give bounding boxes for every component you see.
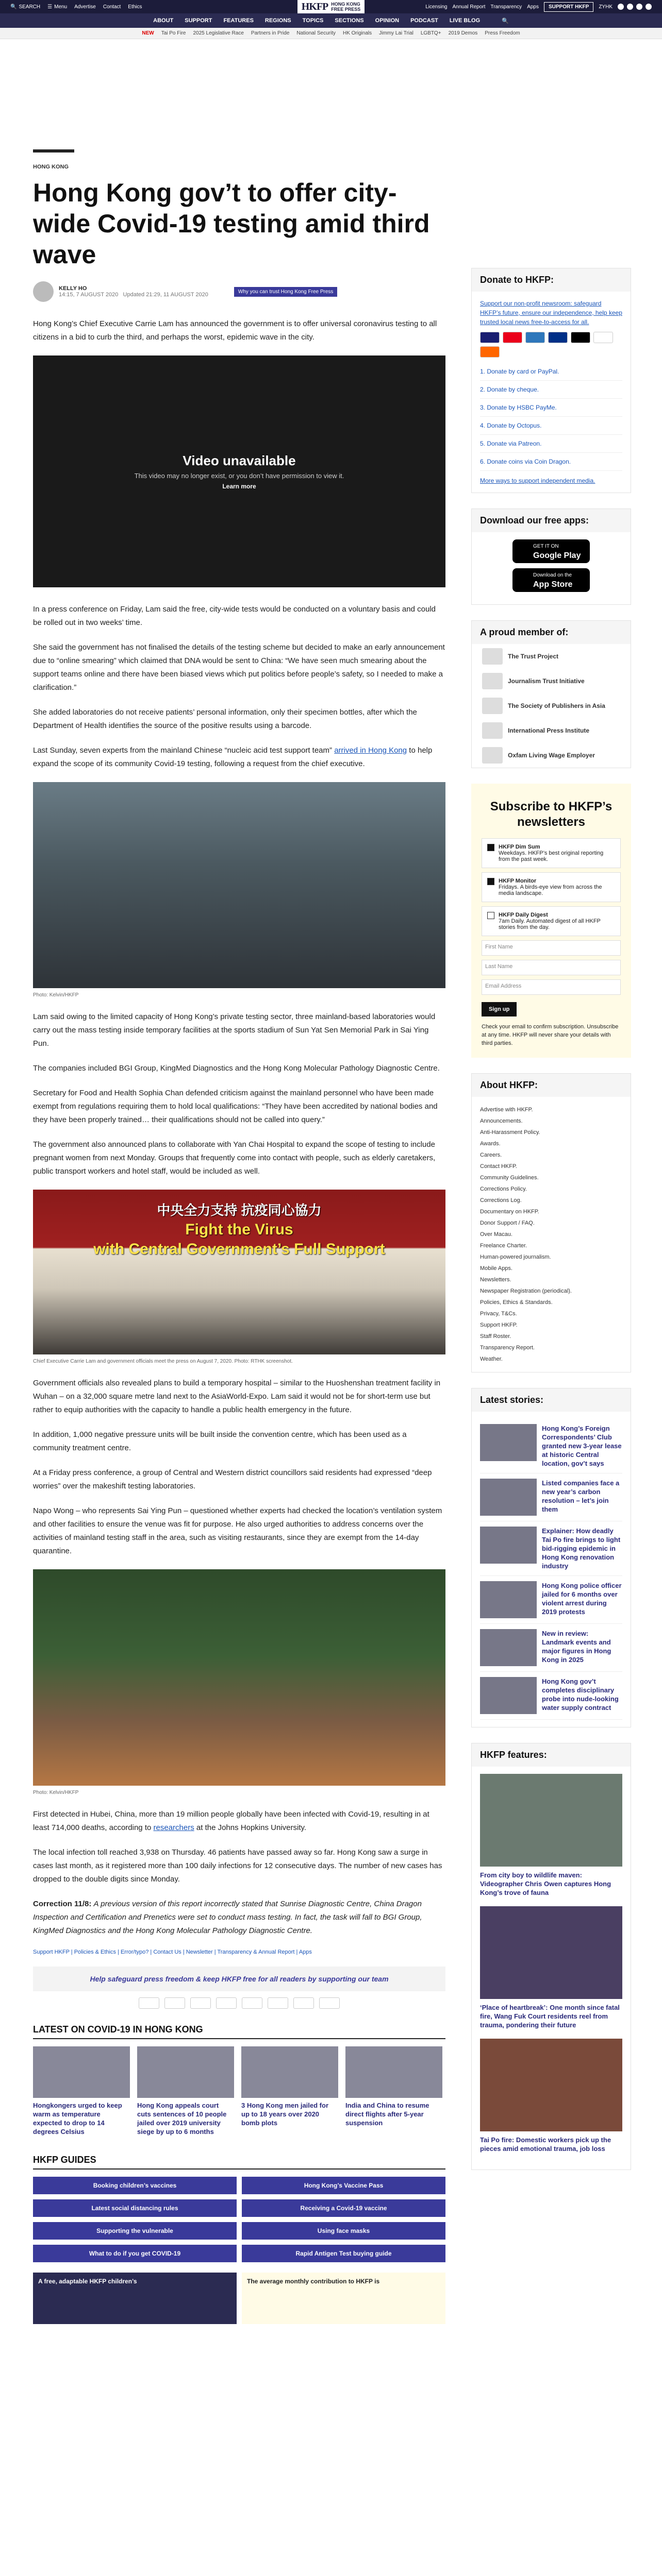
video-embed[interactable] — [33, 355, 445, 587]
paragraph: First detected in Hubei, China, more than 19 million people globally have been infected with Covid-19, resulting in at least 714,000 deaths, according to researchers at the Johns Hopkins University. — [33, 1810, 429, 1832]
first-name-field[interactable]: First Name — [482, 940, 621, 956]
article — [33, 149, 445, 2324]
trending-item[interactable]: National Security — [296, 30, 336, 36]
trust-project-icon — [482, 648, 503, 665]
nav-features[interactable]: FEATURES — [223, 18, 254, 24]
story-thumbnail — [480, 1677, 537, 1714]
list-item[interactable]: Documentary on HKFP. — [480, 1209, 539, 1215]
menu-link[interactable]: ☰ Menu — [47, 4, 68, 10]
list-item[interactable]: 2. Donate by cheque. — [480, 381, 622, 399]
list-item[interactable]: Mobile Apps. — [480, 1265, 512, 1272]
article-title: Hong Kong gov’t to offer city-wide Covid-19 testing amid third wave — [33, 178, 430, 269]
feature-item[interactable]: ‘Place of heartbreak’: One month since fatal fire, Wang Fuk Court residents reel from trauma, pondering their future — [480, 1906, 622, 2029]
trending-item[interactable]: Partners in Pride — [251, 30, 290, 36]
photo-credit: Photo: Kelvin/HKFP — [33, 992, 79, 998]
guide-button[interactable]: Hong Kong’s Vaccine Pass — [242, 2177, 445, 2194]
guide-button[interactable]: Booking children’s vaccines — [33, 2177, 237, 2194]
list-item[interactable]: 1. Donate by card or PayPal. — [480, 363, 622, 381]
list-item[interactable]: Newsletters. — [480, 1277, 511, 1283]
donate-box — [471, 268, 631, 493]
author-avatar — [33, 281, 54, 302]
byline — [33, 281, 445, 302]
checkbox[interactable] — [487, 844, 494, 851]
bottom-cards — [33, 2273, 445, 2324]
checkbox[interactable] — [487, 912, 494, 919]
top-link-ethics[interactable]: Ethics — [128, 4, 142, 10]
list-item[interactable]: Staff Roster. — [480, 1333, 511, 1340]
correction-note: Correction 11/8: A previous version of this report incorrectly stated that Sunrise Diagnostic Centre, China Dragon Inspection and Certification and Prenetics were set to conduct mass testing. In fact, the task will fall to BGI Group, KingMed Diagnostics and the Hong Kong Molecular Pathology Diagnostic Centre. — [33, 1900, 422, 1935]
paragraph: She added laboratories do not receive patients’ personal information, only their specimen bottles, after which the Department of Health identifies the source of the positive results using a barcode. — [33, 708, 417, 730]
last-name-field[interactable]: Last Name — [482, 960, 621, 975]
apps-title: Download our free apps: — [472, 509, 631, 532]
guide-button[interactable]: What to do if you get COVID-19 — [33, 2245, 237, 2262]
email-field[interactable]: Email Address — [482, 979, 621, 995]
list-item[interactable]: Policies, Ethics & Standards. — [480, 1299, 553, 1306]
features-title: HKFP features: — [472, 1743, 631, 1767]
press-conference-photo — [33, 1190, 445, 1354]
visa-icon[interactable] — [139, 1997, 159, 2009]
list-item[interactable]: Community Guidelines. — [480, 1175, 539, 1181]
social-icons — [618, 4, 652, 10]
donate-more-link[interactable]: More ways to support independent media. — [480, 477, 595, 484]
apple-pay-icon — [571, 332, 590, 343]
trending-nav — [0, 28, 662, 39]
trending-item[interactable]: Tai Po Fire — [161, 30, 186, 36]
feature-item[interactable]: Tai Po fire: Domestic workers pick up the pieces amid emotional trauma, job loss — [480, 2039, 622, 2153]
paypal-icon — [548, 332, 568, 343]
story-thumbnail — [345, 2046, 442, 2098]
feature-image — [480, 1774, 622, 1867]
playground-photo — [33, 1569, 445, 1786]
paragraph: The government also announced plans to collaborate with Yan Chai Hospital to expand the scope of testing to include pregnant women from next Monday. Groups that frequently come into contact with people, such as elderly caretakers, public transport workers and hotel staff, would be included as well. — [33, 1140, 436, 1176]
list-item[interactable]: Hong Kong’s Foreign Correspondents’ Club granted new 3-year lease at historic Central location, gov’t says — [480, 1419, 622, 1473]
newsletter-title: Subscribe to HKFP’s newsletters — [490, 800, 613, 829]
list-item[interactable]: Contact HKFP. — [480, 1163, 517, 1170]
story-thumbnail — [480, 1629, 537, 1666]
list-item[interactable]: 6. Donate coins via Coin Dragon. — [480, 453, 622, 471]
video-subtitle: This video may no longer exist, or you don’t have permission to view it. — [134, 472, 344, 480]
member-logo[interactable]: The Trust Project — [472, 644, 631, 669]
support-hkfp-button[interactable]: SUPPORT HKFP — [544, 2, 593, 12]
list-item[interactable]: Anti-Harassment Policy. — [480, 1129, 540, 1136]
nav-opinion[interactable]: OPINION — [375, 18, 400, 24]
list-item[interactable]: Listed companies face a new year’s carbon resolution – let’s join them — [480, 1473, 622, 1521]
newsletter-option[interactable]: HKFP Daily Digest 7am Daily. Automated digest of all HKFP stories from the day. — [482, 906, 621, 936]
story-thumbnail — [480, 1479, 537, 1516]
sopa-icon — [482, 698, 503, 714]
nav-sections[interactable]: SECTIONS — [335, 18, 364, 24]
member-logo[interactable]: International Press Institute — [472, 718, 631, 743]
top-link-transparency[interactable]: Transparency — [490, 4, 522, 10]
members-title: A proud member of: — [472, 621, 631, 644]
list-item[interactable]: Over Macau. — [480, 1231, 512, 1238]
app-store-button[interactable]: Download on the App Store — [512, 568, 590, 592]
story-thumbnail — [480, 1424, 537, 1461]
testing-site-photo — [33, 782, 445, 988]
photo-caption: Chief Executive Carrie Lam and government officials meet the press on August 7, 2020. Photo: RTHK screenshot. — [33, 1359, 293, 1364]
paragraph: Napo Wong – who represents Sai Ying Pun – questioned whether experts had checked the location’s ventilation system and other facilities to ensure the venue was fit for purpose. He also urged authorities to address concerns over the activities of mainland testing staff in the area, such as visiting restaurants, since they are exempt from the 14-day quarantine. — [33, 1506, 442, 1555]
about-title: About HKFP: — [472, 1074, 631, 1097]
list-item[interactable]: Privacy, T&Cs. — [480, 1311, 517, 1317]
list-item[interactable]: Hong Kong gov’t completes disciplinary probe into nude-looking water supply contract — [480, 1672, 622, 1720]
apps-box — [471, 509, 631, 605]
youtube-icon[interactable] — [646, 4, 652, 10]
latest-stories-box — [471, 1388, 631, 1727]
guide-button[interactable]: Supporting the vulnerable — [33, 2222, 237, 2240]
google-play-button[interactable]: GET IT ON Google Play — [512, 539, 590, 563]
top-link-licensing[interactable]: Licensing — [425, 4, 448, 10]
story-thumbnail — [33, 2046, 130, 2098]
site-logo[interactable]: HKFP HONG KONG FREE PRESS — [297, 0, 365, 13]
newsletter-option[interactable]: HKFP Monitor Fridays. A birds-eye view from across the media landscape. — [482, 872, 621, 902]
paragraph: In addition, 1,000 negative pressure units will be built inside the convention centre, which has been used as a community treatment centre. — [33, 1430, 407, 1452]
title-rule — [33, 149, 74, 152]
top-link-apps[interactable]: Apps — [527, 4, 539, 10]
paragraph: In a press conference on Friday, Lam said the free, city-wide tests would be conducted on a voluntary basis and could be rolled out in two weeks’ time. — [33, 605, 436, 627]
paragraph: Government officials also revealed plans to build a temporary hospital – similar to the Huoshenshan treatment facility in Wuhan – on a 32,000 square metre land next to the AsiaWorld-Expo. Lam said it would not be for short-term use but rather to equip authorities with the capacity to handle a public health emergency in the future. — [33, 1379, 441, 1414]
story-thumbnail — [137, 2046, 234, 2098]
paragraph: At a Friday press conference, a group of Central and Western district councillors said residents had expressed “deep worries” over the makeshift testing laboratories. — [33, 1468, 432, 1490]
article-footer-links[interactable]: Support HKFP | Policies & Ethics | Error/typo? | Contact Us | Newsletter | Transparency & Annual Report | Apps — [33, 1949, 312, 1955]
publish-date: 14:15, 7 AUGUST 2020 — [59, 292, 119, 298]
sidebar — [471, 149, 631, 2185]
paragraph: Last Sunday, seven experts from the mainland Chinese “nucleic acid test support team” arrived in Hong Kong to help expand the scope of its community Covid-19 testing, following a request from the chief executive. — [33, 746, 433, 768]
list-item[interactable]: Hong Kong appeals court cuts sentences of 10 people jailed over 2019 university siege by up to 6 months — [137, 2046, 234, 2136]
jti-icon — [482, 673, 503, 689]
donate-intro[interactable]: Support our non-profit newsroom: safeguard HKFP’s future, ensure our independence, help keep trusted local news free-to-access for all. — [480, 300, 622, 326]
amex-icon — [525, 332, 545, 343]
article-category[interactable]: HONG KONG — [33, 164, 69, 170]
list-item[interactable]: Corrections Log. — [480, 1197, 522, 1204]
latest-covid-grid — [33, 2046, 445, 2136]
list-item[interactable]: New in review: Landmark events and major figures in Hong Kong in 2025 — [480, 1624, 622, 1672]
updated-date: Updated 21:29, 11 AUGUST 2020 — [123, 292, 208, 298]
mastercard-icon — [503, 332, 522, 343]
story-thumbnail — [480, 1527, 537, 1564]
donate-ways — [480, 363, 622, 471]
mastercard-icon[interactable] — [164, 1997, 185, 2009]
google-pay-icon — [593, 332, 613, 343]
trending-item[interactable]: HK Originals — [342, 30, 372, 36]
paragraph: She said the government has not finalised the details of the testing scheme but decided to make an early announcement due to “online smearing” which claimed that DNA would be sent to China: “We have seen much smearing about the support teams online and there have been biased views which put politics before people’s safety, so I needed to make a clarification.” — [33, 643, 445, 692]
trending-item[interactable]: Press Freedom — [485, 30, 520, 36]
paragraph: The companies included BGI Group, KingMed Diagnostics and the Hong Kong Molecular Pathology Diagnostic Centre. — [33, 1064, 440, 1073]
list-item[interactable]: Transparency Report. — [480, 1345, 535, 1351]
new-badge: NEW — [142, 30, 154, 36]
oxfam-icon — [482, 747, 503, 764]
facebook-icon[interactable] — [618, 4, 624, 10]
instagram-icon[interactable] — [636, 4, 642, 10]
ipi-icon — [482, 722, 503, 739]
main-nav — [0, 13, 662, 28]
author-name[interactable]: KELLY HO — [59, 285, 87, 292]
guide-button[interactable]: Receiving a Covid-19 vaccine — [242, 2199, 445, 2217]
top-link-advertise[interactable]: Advertise — [74, 4, 96, 10]
top-utility-bar — [0, 0, 662, 13]
inline-link[interactable]: arrived in Hong Kong — [334, 746, 407, 755]
nav-podcast[interactable]: PODCAST — [410, 18, 438, 24]
visa-icon — [480, 332, 500, 343]
guide-button[interactable]: Rapid Antigen Test buying guide — [242, 2245, 445, 2262]
story-thumbnail — [241, 2046, 338, 2098]
list-item[interactable]: India and China to resume direct flights after 5-year suspension — [345, 2046, 442, 2136]
list-item[interactable]: Human-powered journalism. — [480, 1254, 551, 1260]
nav-support[interactable]: SUPPORT — [185, 18, 212, 24]
twitter-icon[interactable] — [627, 4, 633, 10]
list-item[interactable]: 3 Hong Kong men jailed for up to 18 years over 2020 bomb plots — [241, 2046, 338, 2136]
top-link-contact[interactable]: Contact — [103, 4, 121, 10]
paragraph: Secretary for Food and Health Sophia Chan defended criticism against the mainland personnel who have been made exempt from regulations requiring them to hold local qualifications: “They have been accredited by national bodies and they have been properly trained… their qualifications should not be called into query.” — [33, 1089, 438, 1124]
about-box — [471, 1073, 631, 1372]
paragraph: The local infection toll reached 3,938 on Thursday. 46 patients have passed away so far. Hong Kong saw a surge in cases last month, as it registered more than 100 daily infections for 12 consecutive days. The number of new cases has dropped to the double digits since Monday. — [33, 1848, 442, 1884]
trending-item[interactable]: 2019 Demos — [448, 30, 478, 36]
latest-stories-title: Latest stories: — [472, 1388, 631, 1412]
donate-strip[interactable]: Help safeguard press freedom & keep HKFP free for all readers by supporting our team — [33, 1967, 445, 1991]
search-link[interactable]: 🔍 SEARCH — [10, 4, 41, 10]
list-item[interactable]: Explainer: How deadly Tai Po fire brings to light bid-rigging epidemic in Hong Kong renovation industry — [480, 1521, 622, 1576]
list-item[interactable]: Hongkongers urged to keep warm as temperature expected to drop to 14 degrees Celsius — [33, 2046, 130, 2136]
trending-item[interactable]: 2025 Legislative Race — [193, 30, 244, 36]
members-box — [471, 620, 631, 768]
nav-topics[interactable]: TOPICS — [302, 18, 324, 24]
latest-covid-title: LATEST ON COVID-19 IN HONG KONG — [33, 2024, 445, 2039]
checkbox[interactable] — [487, 878, 494, 885]
list-item[interactable]: Awards. — [480, 1141, 501, 1147]
list-item[interactable]: 3. Donate by HSBC PayMe. — [480, 399, 622, 417]
apple-pay-icon[interactable] — [242, 1997, 262, 2009]
octopus-icon — [480, 346, 500, 358]
paragraph: Hong Kong’s Chief Executive Carrie Lam has announced the government is to offer universal coronavirus testing to all citizens in a bid to curb the third, and perhaps the worst, epidemic wave in the city. — [33, 319, 437, 342]
google-pay-icon[interactable] — [268, 1997, 288, 2009]
payment-methods — [33, 1997, 445, 2009]
promo-card[interactable]: The average monthly contribution to HKFP is — [242, 2273, 445, 2324]
guides-title: HKFP GUIDES — [33, 2155, 445, 2170]
newsletter-option[interactable]: HKFP Dim Sum Weekdays. HKFP’s best original reporting from the past week. — [482, 838, 621, 868]
feature-image — [480, 1906, 622, 1999]
list-item[interactable]: Donor Support / FAQ. — [480, 1220, 535, 1226]
list-item[interactable]: 5. Donate via Patreon. — [480, 435, 622, 453]
list-item[interactable]: Support HKFP. — [480, 1322, 518, 1328]
features-box — [471, 1743, 631, 2170]
paragraph: Lam said owing to the limited capacity of Hong Kong’s private testing sector, three mainland-based laboratories would carry out the mass testing inside temporary facilities at the sports stadium of Sun Yat Sen Memorial Park in Sai Ying Pun. — [33, 1012, 436, 1048]
newsletter-note: Check your email to confirm subscription. Unsubscribe at any time. HKFP will never share your details with third parties. — [482, 1024, 619, 1046]
member-logo[interactable]: Journalism Trust Initiative — [472, 669, 631, 693]
list-item[interactable]: Newspaper Registration (periodical). — [480, 1288, 572, 1294]
list-item[interactable]: Corrections Policy. — [480, 1186, 527, 1192]
promo-card[interactable]: A free, adaptable HKFP children’s — [33, 2273, 237, 2324]
video-title: Video unavailable — [183, 453, 296, 468]
list-item[interactable]: 4. Donate by Octopus. — [480, 417, 622, 435]
backdrop-banner: 中央全力支持 抗疫同心協力 Fight the Virus with Central Government’s Full Support — [93, 1202, 385, 1258]
member-logo[interactable]: The Society of Publishers in Asia — [472, 693, 631, 718]
video-learn-more[interactable]: Learn more — [222, 483, 256, 490]
nav-about[interactable]: ABOUT — [153, 18, 174, 24]
octopus-icon[interactable] — [293, 1997, 314, 2009]
guide-button[interactable]: Using face masks — [242, 2222, 445, 2240]
payme-icon[interactable] — [319, 1997, 340, 2009]
nav-search-icon[interactable]: 🔍 — [502, 18, 509, 24]
nav-regions[interactable]: REGIONS — [264, 18, 291, 24]
list-item[interactable]: Careers. — [480, 1152, 502, 1158]
trending-item[interactable]: Jimmy Lai Trial — [379, 30, 413, 36]
amex-icon[interactable] — [190, 1997, 211, 2009]
about-list — [472, 1097, 631, 1372]
nav-live-blog[interactable]: LIVE BLOG — [449, 18, 481, 24]
member-logo[interactable]: Oxfam Living Wage Employer — [472, 743, 631, 768]
list-item[interactable]: Weather. — [480, 1356, 503, 1362]
paypal-icon[interactable] — [216, 1997, 237, 2009]
feature-image — [480, 2039, 622, 2131]
top-link-annual-report[interactable]: Annual Report — [452, 4, 486, 10]
card-logos — [480, 332, 622, 358]
list-item[interactable]: Announcements. — [480, 1118, 523, 1124]
guide-button[interactable]: Latest social distancing rules — [33, 2199, 237, 2217]
donate-title: Donate to HKFP: — [472, 268, 631, 292]
inline-link[interactable]: researchers — [153, 1823, 194, 1832]
story-thumbnail — [480, 1581, 537, 1618]
feature-item[interactable]: From city boy to wildlife maven: Videographer Chris Owen captures Hong Kong’s trove of fauna — [480, 1774, 622, 1897]
trust-badge[interactable]: Why you can trust Hong Kong Free Press — [234, 287, 338, 297]
list-item[interactable]: Hong Kong police officer jailed for 6 months over violent arrest during 2019 protests — [480, 1576, 622, 1624]
language-switch[interactable]: ZYHK — [599, 4, 613, 10]
trending-item[interactable]: LGBTQ+ — [420, 30, 441, 36]
list-item[interactable]: Freelance Charter. — [480, 1243, 527, 1249]
list-item[interactable]: Advertise with HKFP. — [480, 1107, 533, 1113]
guides-grid — [33, 2177, 445, 2262]
photo-credit: Photo: Kelvin/HKFP — [33, 1790, 79, 1795]
newsletter-box — [471, 784, 631, 1058]
sign-up-button[interactable]: Sign up — [482, 1002, 517, 1016]
